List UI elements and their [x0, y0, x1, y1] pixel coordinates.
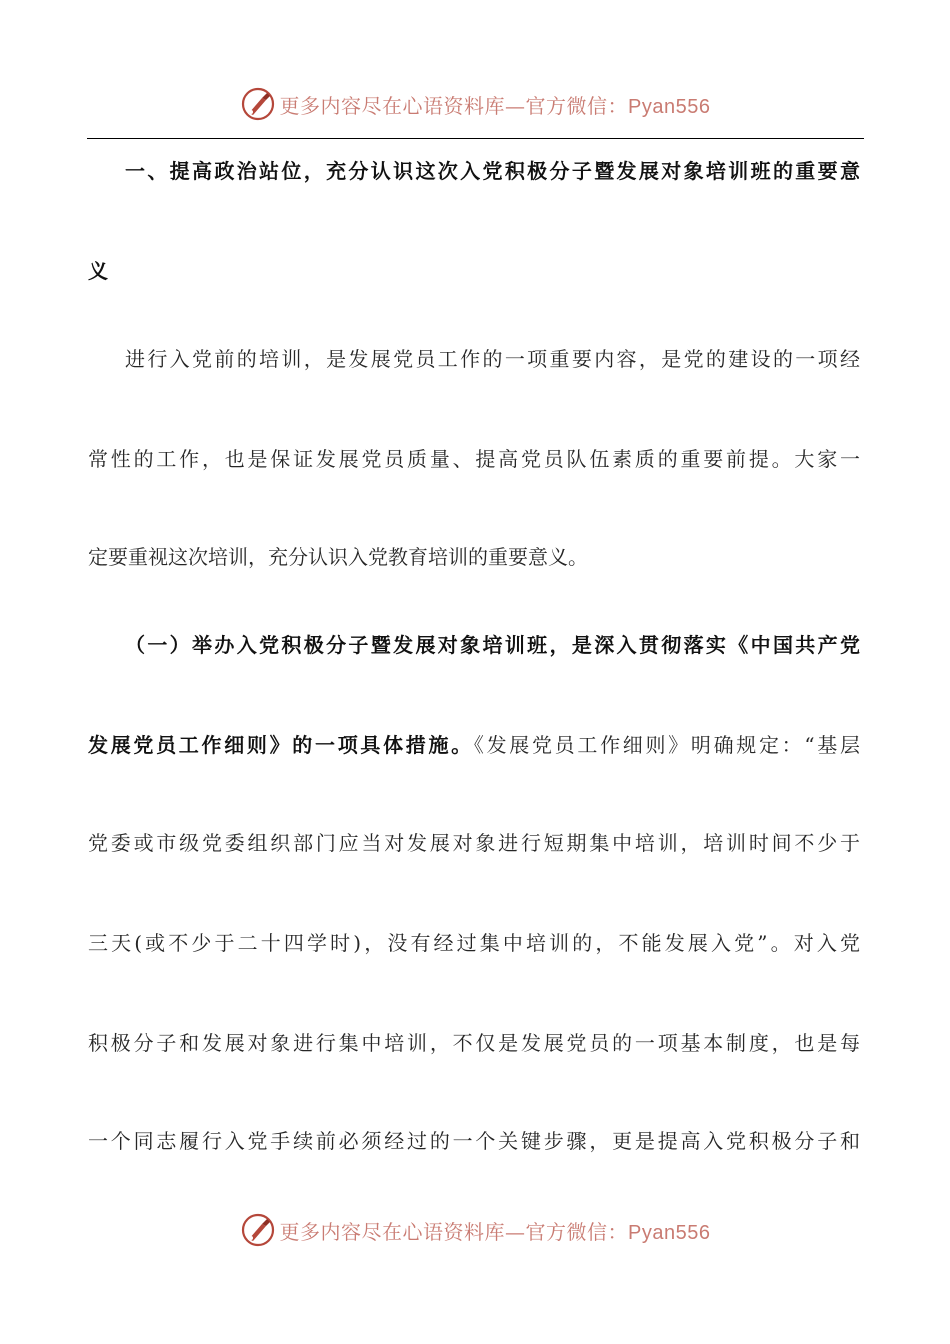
header-divider: [87, 138, 864, 139]
section-heading-line-2: 义: [88, 259, 108, 283]
paragraph-line: 党委或市级党委组织部门应当对发展对象进行短期集中培训，培训时间不少于: [88, 831, 860, 855]
header-banner: [0, 84, 950, 124]
footer-banner: [0, 1210, 950, 1250]
paragraph-line: 进行入党前的培训，是发展党员工作的一项重要内容，是党的建设的一项经: [125, 347, 860, 371]
subsection-heading-line: （一）举办入党积极分子暨发展对象培训班，是深入贯彻落实《中国共产党: [125, 633, 860, 657]
pen-nib-circle-icon: [240, 86, 276, 122]
pen-nib-circle-icon: [240, 1212, 276, 1248]
banner-text: 更多内容尽在心语资料库—官方微信：Pyan556: [279, 93, 711, 118]
paragraph-line: 常性的工作，也是保证发展党员质量、提高党员队伍素质的重要前提。大家一: [88, 447, 860, 471]
section-heading-line-1: 一、提高政治站位，充分认识这次入党积极分子暨发展对象培训班的重要意: [125, 159, 860, 183]
subsection-heading-tail: 发展党员工作细则》的一项具体措施。: [88, 733, 474, 757]
paragraph-line: 三天(或不少于二十四学时)，没有经过集中培训的，不能发展入党”。对入党: [88, 931, 860, 955]
wechat-id: Pyan556: [628, 1221, 711, 1244]
banner-text: 更多内容尽在心语资料库—官方微信：Pyan556: [279, 1219, 711, 1244]
paragraph-line: 定要重视这次培训，充分认识入党教育培训的重要意义。: [88, 545, 588, 569]
paragraph-line: 积极分子和发展对象进行集中培训，不仅是发展党员的一项基本制度，也是每: [88, 1031, 860, 1055]
paragraph-line-mixed: [88, 732, 860, 758]
paragraph-line: 一个同志履行入党手续前必须经过的一个关键步骤，更是提高入党积极分子和: [88, 1129, 860, 1153]
paragraph-text: 《发展党员工作细则》明确规定：“基层: [473, 733, 860, 757]
wechat-id: Pyan556: [628, 95, 711, 118]
